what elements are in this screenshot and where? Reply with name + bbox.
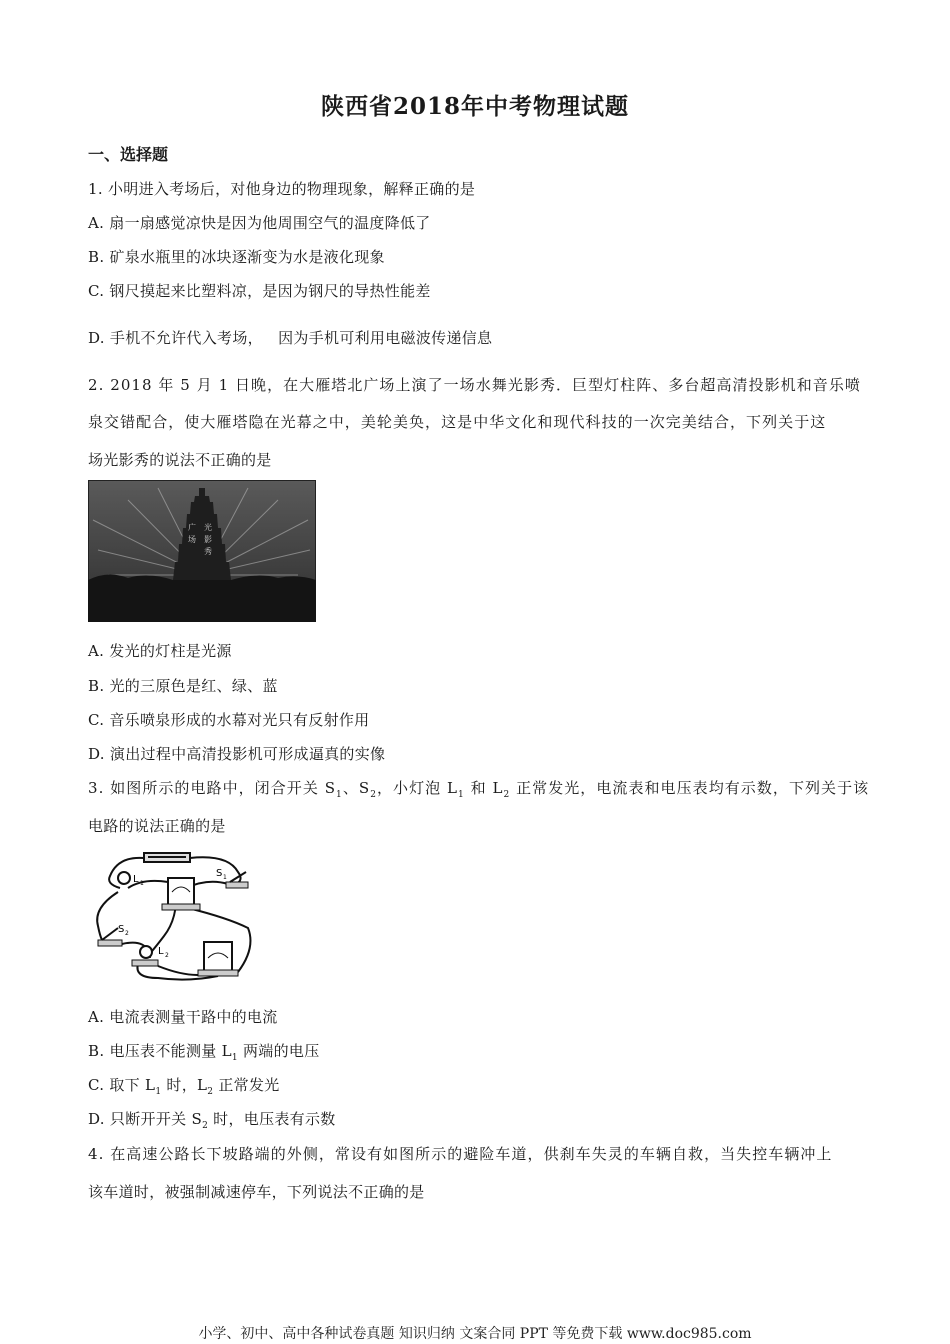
q2-stem-line-1: 2. 2018 年 5 月 1 日晚，在大雁塔北广场上演了一场水舞光影秀．巨型灯柱阵、多台超高清投影机和音乐喷: [88, 376, 861, 394]
switch-s2-icon: [98, 940, 122, 946]
switch-s1-icon: [226, 882, 248, 888]
svg-text:L: L: [158, 946, 164, 957]
pagoda-caption-char: 影: [204, 535, 212, 544]
pagoda-light-show-photo: [88, 480, 316, 622]
pagoda-caption-char: 场: [188, 535, 196, 544]
q2-option-a: A. 发光的灯柱是光源: [88, 642, 232, 660]
q3-option-a: A. 电流表测量干路中的电流: [88, 1008, 278, 1026]
pagoda-caption-char: 秀: [204, 547, 212, 556]
q1-option-d: D. 手机不允许代入考场， 因为手机可利用电磁波传递信息: [88, 329, 493, 347]
q1-stem: 1. 小明进入考场后，对他身边的物理现象，解释正确的是: [88, 180, 476, 198]
svg-text:1: 1: [223, 874, 227, 881]
section-heading: 一、选择题: [88, 145, 169, 164]
svg-text:L: L: [133, 874, 139, 885]
bulb-l2-icon: [140, 946, 152, 958]
pagoda-caption-char: 光: [204, 523, 212, 532]
q1-option-c: C. 钢尺摸起来比塑料凉，是因为钢尺的导热性能差: [88, 282, 431, 300]
q3-option-c: C. 取下 $L_1$ 时，$L_2$ 正常发光: [88, 1076, 280, 1097]
q2-stem-line-3: 场光影秀的说法不正确的是: [88, 451, 272, 469]
q3-stem-line-2: 电路的说法正确的是: [88, 817, 226, 835]
q2-option-c: C. 音乐喷泉形成的水幕对光只有反射作用: [88, 711, 370, 729]
q4-stem-line-1: 4. 在高速公路长下坡路端的外侧，常设有如图所示的避险车道，供刹车失灵的车辆自救，当失控车辆冲上: [88, 1145, 833, 1163]
svg-text:2: 2: [125, 930, 129, 937]
page-title: 陕西省2018年中考物理试题: [320, 93, 629, 120]
q2-option-b: B. 光的三原色是红、绿、蓝: [88, 677, 278, 695]
pagoda-caption-char: 广: [188, 523, 196, 532]
svg-text:S: S: [118, 924, 125, 935]
q3-option-d: D. 只断开开关 $S_2$ 时，电压表有示数: [88, 1110, 336, 1131]
q2-stem-line-2: 泉交错配合，使大雁塔隐在光幕之中，美轮美奂，这是中华文化和现代科技的一次完美结合，下列关于这: [88, 413, 827, 431]
q3-stem-line-1: 3. 如图所示的电路中，闭合开关 $S_1$、$S_2$，小灯泡 $L_1$ 和 $L_2$ 正常发光，电流表和电压表均有示数，下列关于该: [88, 779, 870, 800]
trees-silhouette: [88, 574, 316, 622]
q3-option-b: B. 电压表不能测量 $L_1$ 两端的电压: [88, 1042, 320, 1063]
page-footer: 小学、初中、高中各种试卷真题 知识归纳 文案合同 PPT 等免费下载 www.doc985.com: [198, 1326, 752, 1342]
q1-option-a: A. 扇一扇感觉凉快是因为他周围空气的温度降低了: [88, 214, 431, 232]
ammeter-icon: [168, 878, 194, 906]
circuit-diagram: [88, 848, 263, 988]
bulb-l1-icon: [118, 872, 130, 884]
q1-option-b: B. 矿泉水瓶里的冰块逐渐变为水是液化现象: [88, 248, 385, 266]
svg-text:1: 1: [140, 880, 144, 887]
svg-text:2: 2: [165, 952, 169, 959]
svg-text:S: S: [216, 868, 223, 879]
q2-option-d: D. 演出过程中高清投影机可形成逼真的实像: [88, 745, 386, 763]
voltmeter-icon: [204, 942, 232, 972]
q4-stem-line-2: 该车道时，被强制减速停车，下列说法不正确的是: [88, 1183, 425, 1201]
